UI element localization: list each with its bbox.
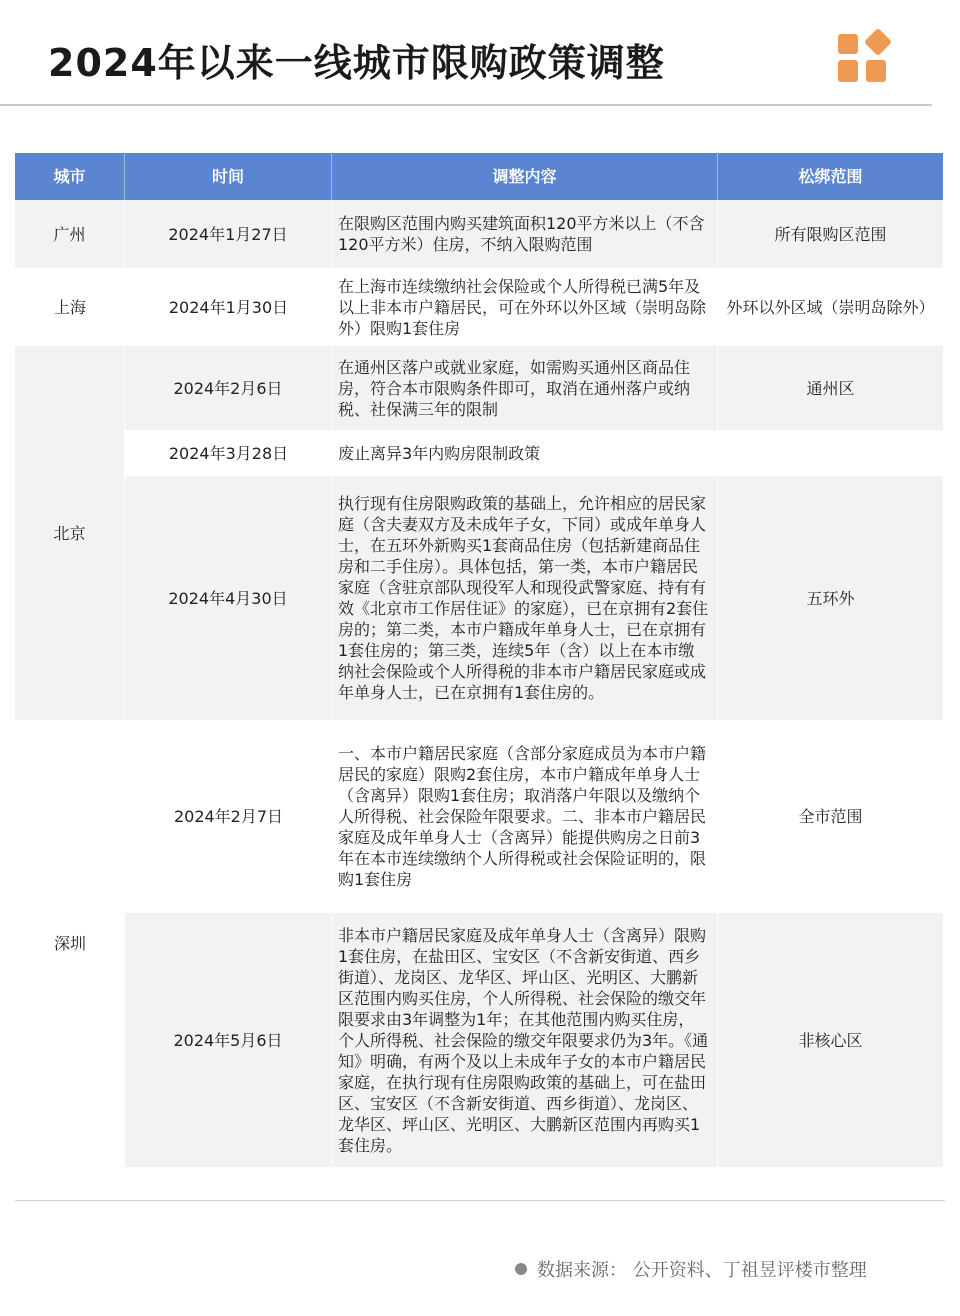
scope-cell: 非核心区 — [718, 913, 943, 1167]
scope-cell: 外环以外区域（崇明岛除外） — [718, 268, 943, 346]
time-cell: 2024年1月30日 — [125, 268, 332, 346]
city-cell: 北京 — [15, 346, 125, 720]
content-cell: 非本市户籍居民家庭及成年单身人士（含离异）限购1套住房，在盐田区、宝安区（不含新安街道、西乡街道）、龙岗区、龙华区、坪山区、光明区、大鹏新区范围内购买住房，个人所得税、社会保险的缴交年限要求由3年调整为1年；在其他范围内购买住房，个人所得税、社会保险的缴交年限要求仍为3年。《通知》明确，有两个及以上未成年子女的本市户籍居民家庭，在执行现有住房限购政策的基础上，可在盐田区、宝安区（不含新安街道、西乡街道）、龙岗区、龙华区、坪山区、光明区、大鹏新区范围内再购买1套住房。 — [332, 913, 718, 1167]
header-scope: 松绑范围 — [718, 153, 943, 200]
header-city: 城市 — [15, 153, 125, 200]
content-cell: 废止离异3年内购房限制政策 — [332, 430, 718, 476]
city-cell: 深圳 — [15, 720, 125, 1167]
scope-cell: 全市范围 — [718, 720, 943, 913]
city-cell: 广州 — [15, 200, 125, 268]
scope-cell: 通州区 — [718, 346, 943, 430]
scope-cell — [718, 430, 943, 476]
header-content: 调整内容 — [332, 153, 718, 200]
page-title: 2024年以来一线城市限购政策调整 — [48, 41, 665, 85]
source-text: 数据来源： 公开资料、丁祖昱评楼市整理 — [537, 1260, 867, 1281]
time-cell: 2024年5月6日 — [125, 913, 332, 1167]
scope-cell: 所有限购区范围 — [718, 200, 943, 268]
content-cell: 在限购区范围内购买建筑面积120平方米以上（不含120平方米）住房，不纳入限购范围 — [332, 200, 718, 268]
header-time: 时间 — [125, 153, 332, 200]
bullet-icon — [515, 1263, 527, 1275]
title-divider — [0, 104, 932, 106]
content-cell: 在通州区落户或就业家庭，如需购买通州区商品住房，符合本市限购条件即可，取消在通州落户或纳税、社保满三年的限制 — [332, 346, 718, 430]
content-cell: 执行现有住房限购政策的基础上，允许相应的居民家庭（含夫妻双方及未成年子女，下同）或成年单身人士，在五环外新购买1套商品住房（包括新建商品住房和二手住房）。具体包括，第一类，本市户籍居民家庭（含驻京部队现役军人和现役武警家庭、持有有效《北京市工作居住证》的家庭），已在京拥有2套住房的；第二类，本市户籍成年单身人士，已在京拥有1套住房的；第三类，连续5年（含）以上在本市缴纳社会保险或个人所得税的非本市户籍居民家庭或成年单身人士，已在京拥有1套住房的。 — [332, 476, 718, 720]
time-cell: 2024年3月28日 — [125, 430, 332, 476]
scope-cell: 五环外 — [718, 476, 943, 720]
time-cell: 2024年2月7日 — [125, 720, 332, 913]
content-cell: 在上海市连续缴纳社会保险或个人所得税已满5年及以上非本市户籍居民，可在外环以外区域（崇明岛除外）限购1套住房 — [332, 268, 718, 346]
content-cell: 一、本市户籍居民家庭（含部分家庭成员为本市户籍居民的家庭）限购2套住房，本市户籍成年单身人士（含离异）限购1套住房；取消落户年限以及缴纳个人所得税、社会保险年限要求。二、非本市户籍居民家庭及成年单身人士（含离异）能提供购房之日前3年在本市连续缴纳个人所得税或社会保险证明的，限购1套住房 — [332, 720, 718, 913]
logo-icon — [838, 32, 894, 84]
city-cell: 上海 — [15, 268, 125, 346]
time-cell: 2024年2月6日 — [125, 346, 332, 430]
time-cell: 2024年1月27日 — [125, 200, 332, 268]
footer-divider — [15, 1200, 945, 1201]
data-source — [515, 1256, 867, 1282]
time-cell: 2024年4月30日 — [125, 476, 332, 720]
